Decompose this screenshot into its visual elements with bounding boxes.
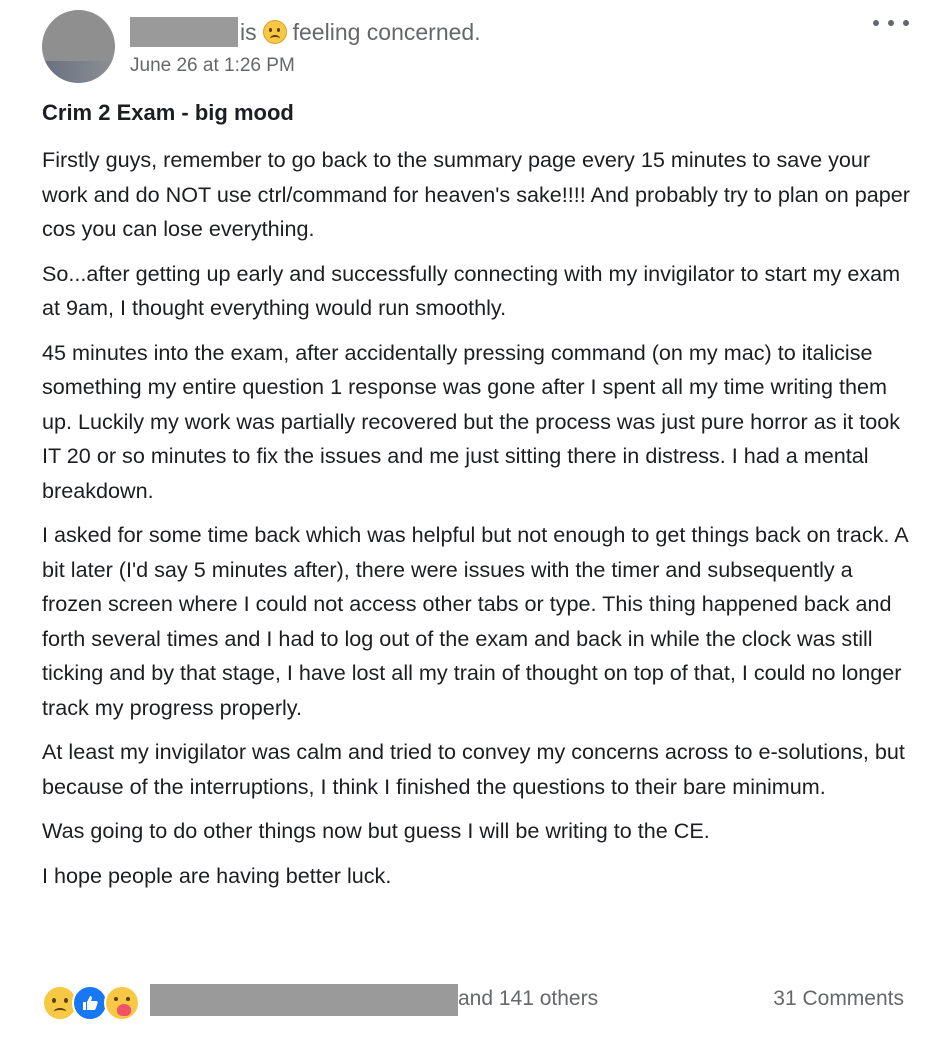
more-options-icon[interactable]: [873, 12, 909, 34]
like-reaction-icon: [72, 985, 108, 1021]
post-paragraph: 45 minutes into the exam, after accidentally pressing command (on my mac) to italicise something my entire question 1 response was gone after I spent all my time writing them up. Luckily my work was partially recovered but the process was just pure horror as it took IT 20 or so minutes to fix the issues and me just sitting there in distress. I had a mental breakdown.: [42, 339, 901, 503]
author-verb: is: [240, 18, 257, 45]
comments-count[interactable]: 31 Comments: [773, 987, 904, 1010]
post-timestamp[interactable]: June 26 at 1:26 PM: [130, 55, 295, 76]
reactions-summary[interactable]: [42, 985, 142, 1019]
post-header: [130, 17, 481, 47]
avatar-shade: [42, 61, 115, 83]
redacted-author-name[interactable]: [130, 17, 238, 47]
redacted-reactor-names[interactable]: [150, 984, 458, 1016]
post-paragraph: Was going to do other things now but guess I will be writing to the CE.: [42, 818, 710, 843]
feeling-text[interactable]: feeling concerned.: [292, 18, 481, 45]
care-reaction-icon: [104, 985, 140, 1021]
dot: [888, 20, 894, 26]
thumbs-up-icon: [80, 993, 100, 1013]
post-footer: [42, 982, 904, 1022]
dot: [903, 20, 909, 26]
post-title: Crim 2 Exam - big mood: [42, 100, 294, 125]
post-paragraph: So...after getting up early and successfully connecting with my invigilator to start my exam at 9am, I thought everything would run smoothly.: [42, 260, 901, 320]
worried-face-icon: [263, 20, 287, 44]
avatar[interactable]: [42, 10, 115, 83]
post-paragraph: I hope people are having better luck.: [42, 862, 392, 888]
post-paragraph: At least my invigilator was calm and tried to convey my concerns across to e-solutions, but because of the interruptions, I think I finished the questions to their bare minimum.: [42, 739, 905, 799]
reactions-others-count[interactable]: and 141 others: [458, 987, 599, 1010]
dot: [873, 20, 879, 26]
post-paragraph: Firstly guys, remember to go back to the summary page every 15 minutes to save your work and do NOT use ctrl/command for heaven's sake!!!! And probably try to plan on paper cos you can lose everything.: [42, 147, 910, 241]
post-body: [42, 143, 914, 903]
post-paragraph: I asked for some time back which was helpful but not enough to get things back on track. A bit later (I'd say 5 minutes after), there were issues with the timer and subsequently a frozen screen where I could not access other tabs or type. This thing happened back and forth several times and I had to log out of the exam and back in while the clock was still ticking and by that stage, I have lost all my train of thought on top of that, I could no longer track my progress properly.: [42, 522, 908, 720]
